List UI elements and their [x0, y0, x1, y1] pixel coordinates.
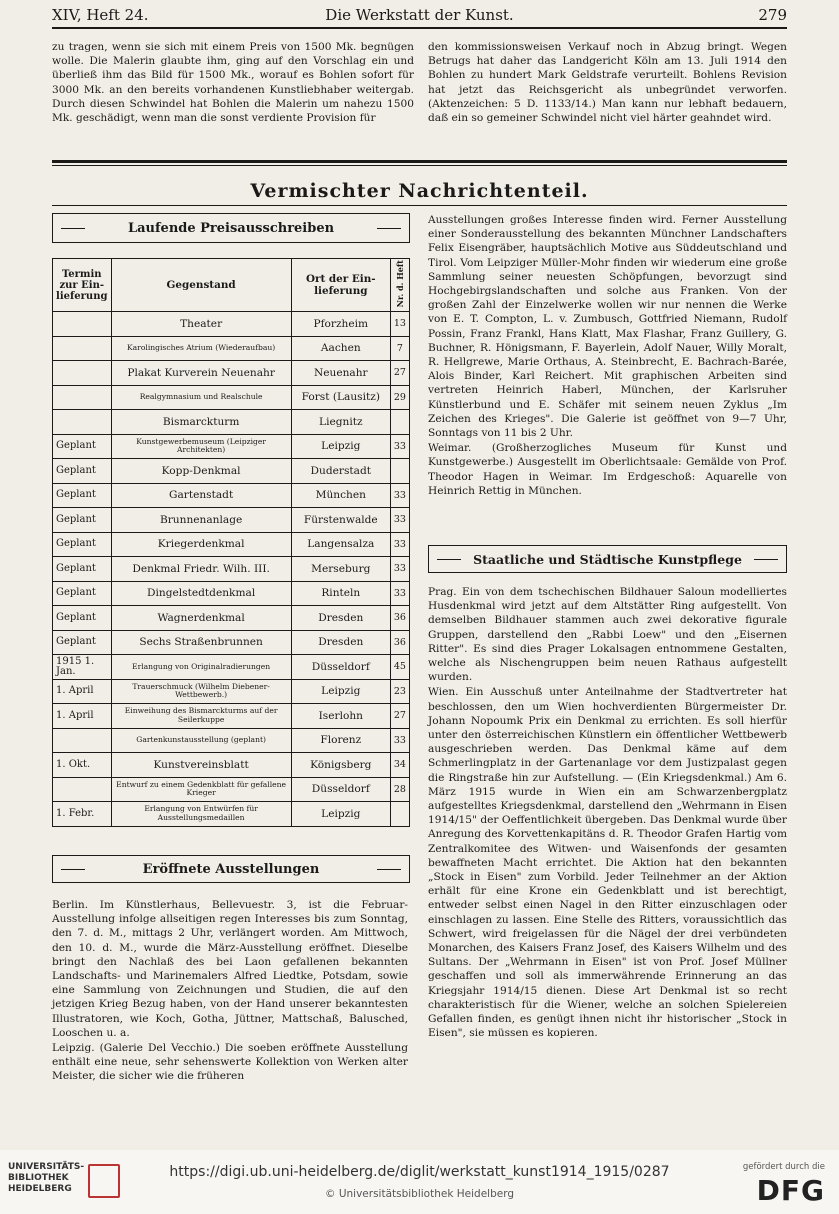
left-bottom-text	[52, 898, 408, 1085]
gegenstand-cell: Sechs Straßenbrunnen	[111, 630, 291, 655]
termin-cell: Geplant	[53, 508, 112, 533]
table-row	[53, 361, 410, 386]
gegenstand-cell: Entwurf zu einem Gedenkblatt für gefallene Krieger	[111, 777, 291, 802]
table-row	[53, 655, 410, 680]
table-row	[53, 532, 410, 557]
wien-paragraph: Wien. Ein Ausschuß unter Anteilnahme der Stadtvertreter hat beschlossen, den um Wien hochverdienten Bürgermeister Dr. Johann Nopoumk Prix ein Denkmal zu errichten. Es soll hierfür unter den österreichischen Künstlern ein öffentlicher Wettbewerb ausgeschrieben werden. Das Denkmal käme auf dem Schmerlingplatz in der Gartenanlage vor dem Justizpalast gegen die Ringstraße hin zur Aufstellung. — (Ein Kriegsdenkmal.) Am 6. März 1915 wurde in Wien ein am Schwarzenbergplatz aufgestelltes Kriegsdenkmal, darstellend den „Wehrmann in Eisen 1914/15" der Oeffentlichkeit übergeben. Das Denkmal wurde über Anregung des Korvettenkapitäns d. R. Theodor Grafen Hartig vom Zentralkomitee des Witwen- und Waisenfonds der gesamten bewaffneten Macht errichtet. Die Aktion hat den bekannten „Stock in Eisen" zum Vorbild. Jeder Teilnehmer an der Aktion erhält für eine Krone ein Gedenkblatt und ist berechtigt, entweder selbst einen Nagel in den Ritter einzuschlagen oder einschlagen zu lassen. Eine Stelle des Ritters, voraussichtlich das Schwert, wird freigelassen für die Nägel der drei verbündeten Monarchen, des Kaisers Franz Josef, des Kaisers Wilhelm und des Sultans. Der „Wehrmann in Eisen" ist von Prof. Josef Müllner geschaffen und soll als immerwährende Erinnerung an das Kriegsjahr 1914/15 dienen. Diese Art Denkmal ist so recht charakteristisch für die Wiener, welche an solchen Spielereien Gefallen finden, es genügt ihnen nicht ihr historischer „Stock in Eisen", sie müssen es kopieren.	[428, 686, 787, 1040]
ort-cell: Leipzig	[291, 679, 390, 704]
termin-cell	[53, 385, 112, 410]
header-ort: Ort der Ein-lieferung	[291, 259, 390, 312]
gegenstand-cell: Theater	[111, 312, 291, 337]
heft-cell: 36	[390, 606, 409, 631]
gegenstand-cell: Erlangung von Entwürfen für Ausstellungsmedaillen	[111, 802, 291, 827]
gegenstand-cell: Denkmal Friedr. Wilh. III.	[111, 557, 291, 582]
termin-cell: Geplant	[53, 630, 112, 655]
heft-cell: 36	[390, 630, 409, 655]
termin-cell: Geplant	[53, 483, 112, 508]
heft-cell	[390, 802, 409, 827]
ort-cell: Fürstenwalde	[291, 508, 390, 533]
heft-cell: 33	[390, 728, 409, 753]
header-heft: Nr. d. Heft	[390, 259, 409, 312]
header-gegenstand: Gegenstand	[111, 259, 291, 312]
ort-cell: Dresden	[291, 606, 390, 631]
heft-cell: 33	[390, 508, 409, 533]
gegenstand-cell: Kopp-Denkmal	[111, 459, 291, 484]
ort-cell: Leipzig	[291, 434, 390, 459]
table-row	[53, 802, 410, 827]
gegenstand-cell: Brunnenanlage	[111, 508, 291, 533]
gegenstand-cell: Plakat Kurverein Neuenahr	[111, 361, 291, 386]
gegenstand-cell: Gartenkunstausstellung (geplant)	[111, 728, 291, 753]
gegenstand-cell: Dingelstedtdenkmal	[111, 581, 291, 606]
prag-paragraph: Prag. Ein von dem tschechischen Bildhauer Saloun modelliertes Husdenkmal wird jetzt auf dem Altstätter Ring aufgestellt. Von demselben Bildhauer stammen auch zwei dekorative figurale Gruppen, darstellend den „Rabbi Loew" und den „Eisernen Ritter". Es sind dies Prager Lokalsagen entnommene Gestalten, welche als Nischengruppen beim neuen Rathaus aufgestellt wurden.	[428, 586, 787, 684]
termin-cell: Geplant	[53, 459, 112, 484]
dfg-logo: DFG	[756, 1174, 825, 1207]
gegenstand-cell: Trauerschmuck (Wilhelm Diebener-Wettbewerb.)	[111, 679, 291, 704]
table-row	[53, 434, 410, 459]
leipzig-cont-paragraph: Ausstellungen großes Interesse finden wird. Ferner Ausstellung einer Sonderausstellung des bekannten Münchner Landschafters Felix Eisengräber, hauptsächlich Motive aus Süddeutschland und Tirol. Vom Leipziger Müller-Mohr finden wir wiederum eine große Sammlung seiner neuesten Schöpfungen, bevorzugt sind Hochgebirgslandschaften und solche aus Franken. Von der großen Zahl der Einzelwerke wollen wir nur nennen die Werke von E. T. Compton, L. v. Zumbusch, Gottfried Niemann, Rudolf Possin, Franz Frankl, Hans Klatt, Max Flashar, Franz Guillery, G. Buchner, R. Hönigsmann, F. Bayerlein, Adolf Nauer, Willy Moralt, R. Hellgrewe, Marie Orthaus, A. Steinbrecht, E. Bachrach-Barée, Alois Binder, Karl Reichert. Mit graphischen Arbeiten sind vertreten Heinrich Haberl, München, der Karlsruher Künstlerbund und E. Schäfer mit seinem neuen Zyklus „Im Zeichen des Krieges". Die Galerie ist geöffnet von 9—7 Uhr, Sonntags von 11 bis 2 Uhr.	[428, 214, 787, 440]
ort-cell: Pforzheim	[291, 312, 390, 337]
gegenstand-cell: Bismarckturm	[111, 410, 291, 435]
preisausschreiben-table	[52, 258, 410, 827]
termin-cell: Geplant	[53, 434, 112, 459]
eroeffnete-ausstellungen-heading: Eröffnete Ausstellungen	[52, 855, 410, 883]
heft-cell: 33	[390, 581, 409, 606]
gegenstand-cell: Karolingisches Atrium (Wiederaufbau)	[111, 336, 291, 361]
top-left-text: zu tragen, wenn sie sich mit einem Preis von 1500 Mk. begnügen wolle. Die Malerin glaubte ihm, ging auf den Vorschlag ein und überließ ihm das Bild für 1500 Mk., worauf es Bohlen sofort für 3000 Mk. an den bereits vorhandenen Kunstliebhaber weitergab. Durch diesen Schwindel hat Bohlen die Malerin um nahezu 1500 Mk. geschädigt, wenn man die sonst verdiente Provision für	[52, 41, 414, 125]
table-row	[53, 385, 410, 410]
gegenstand-cell: Kunstgewerbemuseum (Leipziger Architekten)	[111, 434, 291, 459]
ort-cell: München	[291, 483, 390, 508]
table-row	[53, 606, 410, 631]
ort-cell: Neuenahr	[291, 361, 390, 386]
table-row	[53, 410, 410, 435]
berlin-paragraph: Berlin. Im Künstlerhaus, Bellevuestr. 3, ist die Februar-Ausstellung infolge allseitigen regen Interesses bis zum Sonntag, den 7. d. M., mittags 2 Uhr, verlängert worden. Am Mittwoch, den 10. d. M., wurde die März-Ausstellung eröffnet. Dieselbe bringt den Nachlaß des bei Laon gefallenen bekannten Landschafts- und Marinemalers Alfred Liedtke, Potsdam, sowie eine Sammlung von Zeichnungen und Studien, die auf den jetzigen Krieg Bezug haben, von der Hand unserer bekanntesten Illustratoren, wie Koch, Gotha, Jüttner, Mattschaß, Balusched, Looschen u. a.	[52, 899, 408, 1039]
ort-cell: Rinteln	[291, 581, 390, 606]
issue-label: XIV, Heft 24.	[52, 6, 149, 24]
right-bottom-text	[428, 585, 787, 1042]
page-number: 279	[758, 6, 787, 24]
header-termin: Termin zur Ein-lieferung	[53, 259, 112, 312]
termin-cell	[53, 336, 112, 361]
ort-cell: Duderstadt	[291, 459, 390, 484]
staatliche-kunstpflege-heading: Staatliche und Städtische Kunstpflege	[428, 545, 787, 573]
termin-cell	[53, 361, 112, 386]
table-row	[53, 508, 410, 533]
preisausschreiben-heading: Laufende Preisausschreiben	[52, 213, 410, 243]
table-row	[53, 557, 410, 582]
section-rule-top-thin	[52, 165, 787, 166]
termin-cell: 1. Okt.	[53, 753, 112, 778]
ort-cell: Königsberg	[291, 753, 390, 778]
ort-cell: Düsseldorf	[291, 777, 390, 802]
heft-cell	[390, 410, 409, 435]
section-title: Vermischter Nachrichtenteil.	[250, 180, 589, 202]
heft-cell: 28	[390, 777, 409, 802]
heft-cell: 13	[390, 312, 409, 337]
heft-cell: 33	[390, 557, 409, 582]
ort-cell: Aachen	[291, 336, 390, 361]
termin-cell: 1. April	[53, 679, 112, 704]
gegenstand-cell: Realgymnasium und Realschule	[111, 385, 291, 410]
leipzig-paragraph: Leipzig. (Galerie Del Vecchio.) Die soeben eröffnete Ausstellung enthält eine neue, sehr sehenswerte Kollektion von Werken alter Meister, die sicher wie die früheren	[52, 1042, 408, 1083]
top-right-text: den kommissionsweisen Verkauf noch in Abzug bringt. Wegen Betrugs hat daher das Landgericht Köln am 13. Juli 1914 den Bohlen zu hundert Mark Geldstrafe verurteilt. Bohlens Revision hat jetzt das Reichsgericht als unbegründet verworfen. (Aktenzeichen: 5 D. 1133/14.) Man kann nur lebhaft bedauern, daß ein so gemeiner Schwindel nicht viel härter geahndet wird.	[428, 41, 787, 125]
page-header	[52, 6, 787, 28]
gegenstand-cell: Gartenstadt	[111, 483, 291, 508]
gegenstand-cell: Kunstvereinsblatt	[111, 753, 291, 778]
ort-cell: Iserlohn	[291, 704, 390, 729]
termin-cell	[53, 410, 112, 435]
table-row	[53, 704, 410, 729]
ort-cell: Liegnitz	[291, 410, 390, 435]
ort-cell: Leipzig	[291, 802, 390, 827]
termin-cell	[53, 777, 112, 802]
gegenstand-cell: Erlangung von Originalradierungen	[111, 655, 291, 680]
termin-cell	[53, 728, 112, 753]
table-row	[53, 336, 410, 361]
table-row	[53, 777, 410, 802]
table-row	[53, 728, 410, 753]
table-header-row	[53, 259, 410, 312]
termin-cell: Geplant	[53, 581, 112, 606]
copyright-text: © Universitätsbibliothek Heidelberg	[324, 1188, 514, 1200]
termin-cell: Geplant	[53, 532, 112, 557]
heft-cell: 33	[390, 532, 409, 557]
section-rule-bottom	[52, 205, 787, 206]
weimar-paragraph: Weimar. (Großherzogliches Museum für Kunst und Kunstgewerbe.) Ausgestellt im Oberlichtsaale: Gemälde von Prof. Theodor Hagen in Weimar. Im Erdgeschoß: Aquarelle von Heinrich Rettig in München.	[428, 442, 787, 497]
table-row	[53, 679, 410, 704]
ort-cell: Langensalza	[291, 532, 390, 557]
table-row	[53, 581, 410, 606]
gegenstand-cell: Kriegerdenkmal	[111, 532, 291, 557]
ort-cell: Forst (Lausitz)	[291, 385, 390, 410]
heft-cell: 27	[390, 361, 409, 386]
table-row	[53, 630, 410, 655]
table-body	[53, 312, 410, 827]
library-logo-text: UNIVERSITÄTS-BIBLIOTHEK HEIDELBERG	[8, 1162, 85, 1194]
table-row	[53, 312, 410, 337]
ort-cell: Merseburg	[291, 557, 390, 582]
heft-cell: 27	[390, 704, 409, 729]
gegenstand-cell: Wagnerdenkmal	[111, 606, 291, 631]
table-row	[53, 753, 410, 778]
termin-cell: Geplant	[53, 557, 112, 582]
ort-cell: Florenz	[291, 728, 390, 753]
journal-title: Die Werkstatt der Kunst.	[325, 6, 514, 24]
section-rule-top	[52, 160, 787, 163]
funding-note: gefördert durch die	[742, 1162, 825, 1172]
heft-cell: 33	[390, 483, 409, 508]
table-row	[53, 483, 410, 508]
table-row	[53, 459, 410, 484]
termin-cell	[53, 312, 112, 337]
gegenstand-cell: Einweihung des Bismarckturms auf der Seilerkuppe	[111, 704, 291, 729]
viewer-footer	[0, 1150, 839, 1214]
heft-cell	[390, 459, 409, 484]
heft-cell: 23	[390, 679, 409, 704]
ort-cell: Düsseldorf	[291, 655, 390, 680]
termin-cell: Geplant	[53, 606, 112, 631]
heft-cell: 34	[390, 753, 409, 778]
header-rule	[52, 27, 787, 29]
right-top-text	[428, 213, 787, 499]
termin-cell: 1. Febr.	[53, 802, 112, 827]
permalink-url[interactable]: https://digi.ub.uni-heidelberg.de/diglit/werkstatt_kunst1914_1915/0287	[169, 1164, 670, 1180]
termin-cell: 1915 1. Jan.	[53, 655, 112, 680]
ort-cell: Dresden	[291, 630, 390, 655]
heft-cell: 33	[390, 434, 409, 459]
heft-cell: 7	[390, 336, 409, 361]
heft-cell: 45	[390, 655, 409, 680]
termin-cell: 1. April	[53, 704, 112, 729]
heft-cell: 29	[390, 385, 409, 410]
